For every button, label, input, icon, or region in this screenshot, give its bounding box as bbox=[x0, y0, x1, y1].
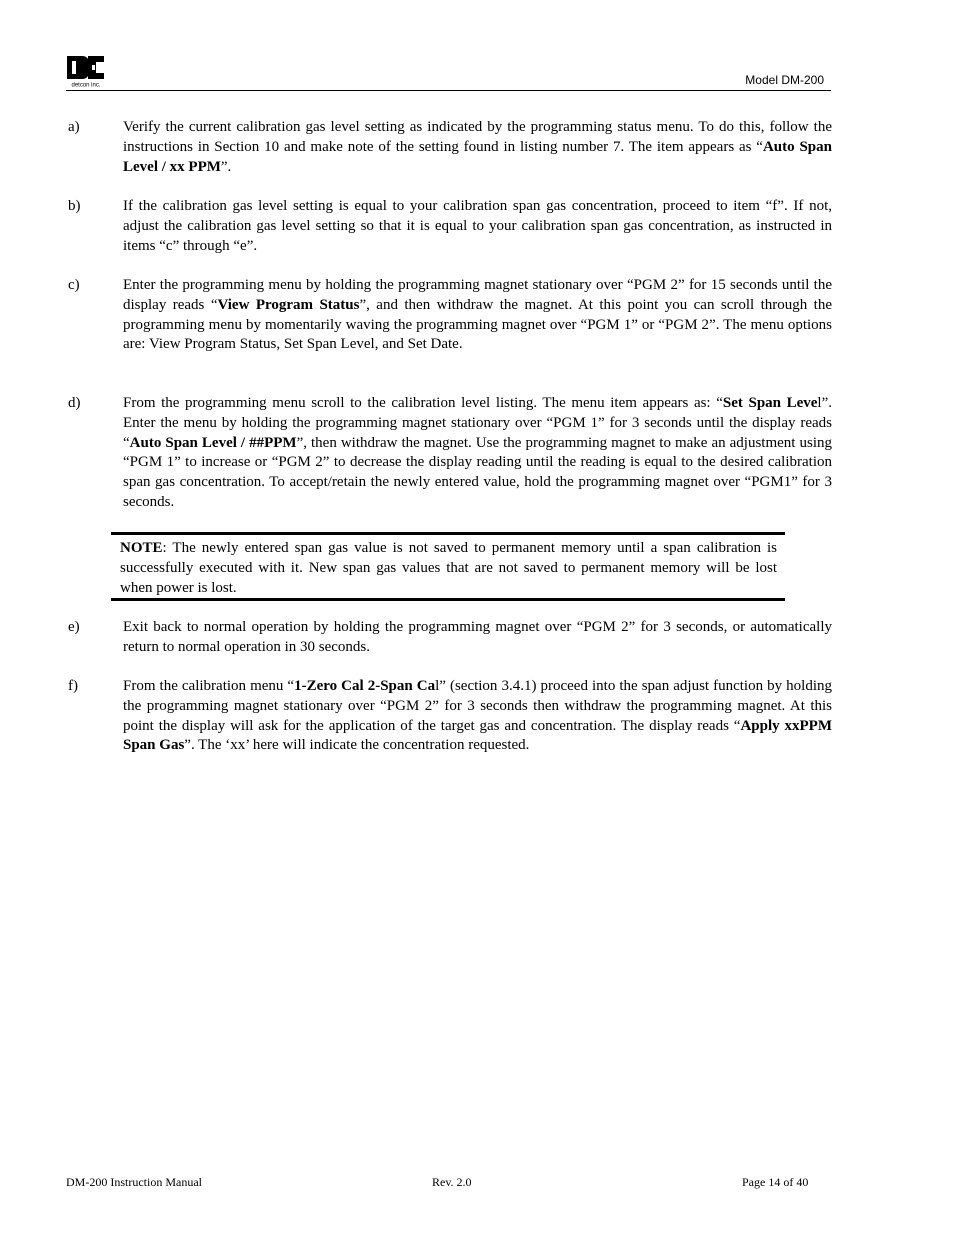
company-logo bbox=[66, 55, 106, 88]
item-letter: e) bbox=[68, 619, 80, 635]
footer-revision: Rev. 2.0 bbox=[432, 1175, 472, 1189]
logo-text: detcon inc. bbox=[71, 82, 101, 88]
item-letter: f) bbox=[68, 678, 78, 694]
note-text: NOTE: The newly entered span gas value is not saved to permanent memory until a span calibration is successfully executed with it. New span gas values that are not saved to permanent memory will be lost when power is lost. bbox=[120, 540, 777, 596]
note-label: NOTE bbox=[120, 540, 163, 556]
footer-page-number: Page 14 of 40 bbox=[742, 1175, 809, 1189]
model-label: Model DM-200 bbox=[745, 73, 824, 87]
item-letter: d) bbox=[68, 395, 81, 411]
list-item-d bbox=[68, 394, 832, 513]
list-item-a bbox=[68, 118, 832, 177]
item-letter: a) bbox=[68, 119, 80, 135]
item-text: Verify the current calibration gas level setting as indicated by the programming status menu. To do this, follow the instructions in Section 10 and make note of the setting found in listing number 7. The item appears as “Auto Span Level / xx PPM”. bbox=[123, 119, 832, 175]
header-divider bbox=[66, 90, 831, 91]
item-text: Exit back to normal operation by holding the programming magnet over “PGM 2” for 3 seconds, or automatically return to normal operation in 30 seconds. bbox=[123, 619, 832, 655]
list-item-c bbox=[68, 276, 832, 355]
item-text: Enter the programming menu by holding the programming magnet stationary over “PGM 2” for 15 seconds until the display reads “View Program Status”, and then withdraw the magnet. At this point you can scroll through the programming menu by momentarily waving the programming magnet over “PGM 1” or “PGM 2”. The menu options are: View Program Status, Set Span Level, and Set Date. bbox=[123, 277, 833, 353]
list-item-e bbox=[68, 618, 832, 658]
item-letter: b) bbox=[68, 198, 81, 214]
list-item-b bbox=[68, 197, 832, 256]
note-box bbox=[111, 532, 785, 601]
item-text: If the calibration gas level setting is equal to your calibration span gas concentration, proceed to item “f”. If not, adjust the calibration gas level setting so that it is equal to your calibration span gas concentration, as instructed in items “c” through “e”. bbox=[123, 198, 832, 254]
item-text: From the programming menu scroll to the calibration level listing. The menu item appears as: “Set Span Level”. Enter the menu by holding the programming magnet stationary over “PGM 1” for 3 seconds until the display reads “Auto Span Level / ##PPM”, then withdraw the magnet. Use the programming magnet to make an adjustment using “PGM 1” to increase or “PGM 2” to decrease the display reading until the reading is equal to the desired calibration span gas concentration. To accept/retain the newly entered value, hold the programming magnet over “PGM1” for 3 seconds. bbox=[123, 395, 832, 510]
item-text: From the calibration menu “1-Zero Cal 2-Span Cal” (section 3.4.1) proceed into the span adjust function by holding the programming magnet stationary over “PGM 2” for 3 seconds then withdraw the programming magnet. At this point the display will ask for the application of the target gas and concentration. The display reads “Apply xxPPM Span Gas”. The ‘xx’ here will indicate the concentration requested. bbox=[123, 678, 832, 754]
list-item-f bbox=[68, 677, 832, 756]
footer-manual-title: DM-200 Instruction Manual bbox=[66, 1175, 202, 1189]
item-letter: c) bbox=[68, 277, 80, 293]
